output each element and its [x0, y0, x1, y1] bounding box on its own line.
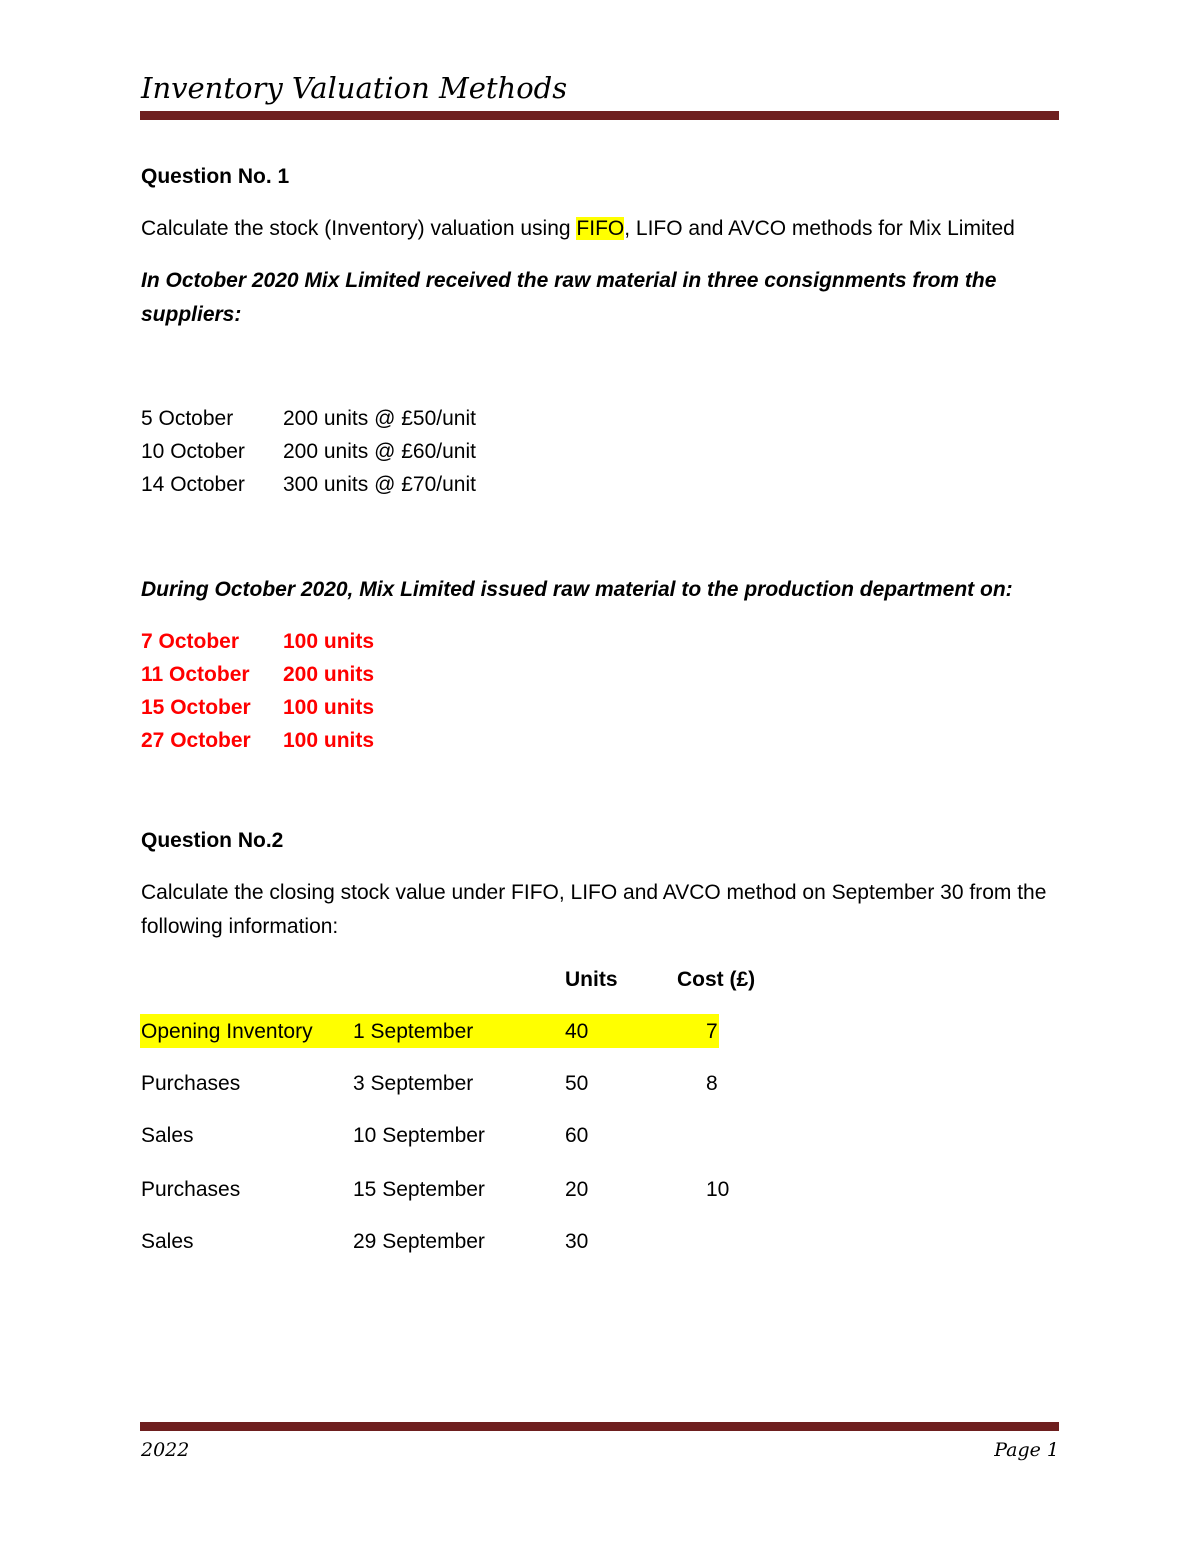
fifo-highlight: FIFO — [576, 217, 625, 240]
question-2-instruction-line-2: following information: — [141, 915, 339, 938]
issues-intro: During October 2020, Mix Limited issued raw material to the production department on: — [141, 578, 1013, 601]
footer-page-number: Page 1 — [994, 1439, 1059, 1461]
question-1-instruction: Calculate the stock (Inventory) valuation using FIFO, LIFO and AVCO methods for Mix Limited — [141, 217, 1015, 240]
row-date: 3 September — [353, 1072, 474, 1095]
receipt-date: 10 October — [141, 440, 245, 463]
receipts-intro-line-1: In October 2020 Mix Limited received the raw material in three consignments from the — [141, 269, 997, 292]
issue-units: 100 units — [283, 630, 375, 653]
issue-units: 100 units — [283, 729, 375, 752]
row-units: 20 — [565, 1178, 589, 1201]
row-cost: 10 — [706, 1178, 730, 1201]
question-1-heading: Question No. 1 — [141, 165, 290, 188]
footer-rule — [140, 1422, 1059, 1431]
column-header-units: Units — [565, 968, 618, 991]
row-type: Sales — [141, 1124, 194, 1147]
row-units: 40 — [565, 1020, 589, 1043]
row-cost: 8 — [706, 1072, 718, 1095]
receipt-detail: 200 units @ £60/unit — [283, 440, 476, 463]
issue-date: 15 October — [141, 696, 251, 719]
row-date: 15 September — [353, 1178, 485, 1201]
row-date: 1 September — [353, 1020, 474, 1043]
issue-units: 200 units — [283, 663, 375, 686]
document-title: Inventory Valuation Methods — [141, 71, 568, 105]
row-units: 60 — [565, 1124, 589, 1147]
receipt-detail: 300 units @ £70/unit — [283, 473, 476, 496]
receipts-intro-line-2: suppliers: — [141, 303, 242, 326]
row-date: 29 September — [353, 1230, 485, 1253]
footer-year: 2022 — [141, 1439, 190, 1461]
row-type: Purchases — [141, 1178, 241, 1201]
row-units: 50 — [565, 1072, 589, 1095]
row-date: 10 September — [353, 1124, 485, 1147]
column-header-cost: Cost (£) — [677, 968, 756, 991]
row-type: Opening Inventory — [141, 1020, 313, 1043]
issue-date: 7 October — [141, 630, 240, 653]
row-cost: 7 — [706, 1020, 718, 1043]
receipt-detail: 200 units @ £50/unit — [283, 407, 476, 430]
receipt-date: 5 October — [141, 407, 234, 430]
question-2-instruction-line-1: Calculate the closing stock value under FIFO, LIFO and AVCO method on September 30 from the — [141, 881, 1047, 904]
issue-date: 27 October — [141, 729, 251, 752]
row-units: 30 — [565, 1230, 589, 1253]
issue-units: 100 units — [283, 696, 375, 719]
question-2-heading: Question No.2 — [141, 829, 284, 852]
row-type: Purchases — [141, 1072, 241, 1095]
issue-date: 11 October — [141, 663, 250, 686]
row-type: Sales — [141, 1230, 194, 1253]
header-rule — [140, 111, 1059, 120]
receipt-date: 14 October — [141, 473, 245, 496]
